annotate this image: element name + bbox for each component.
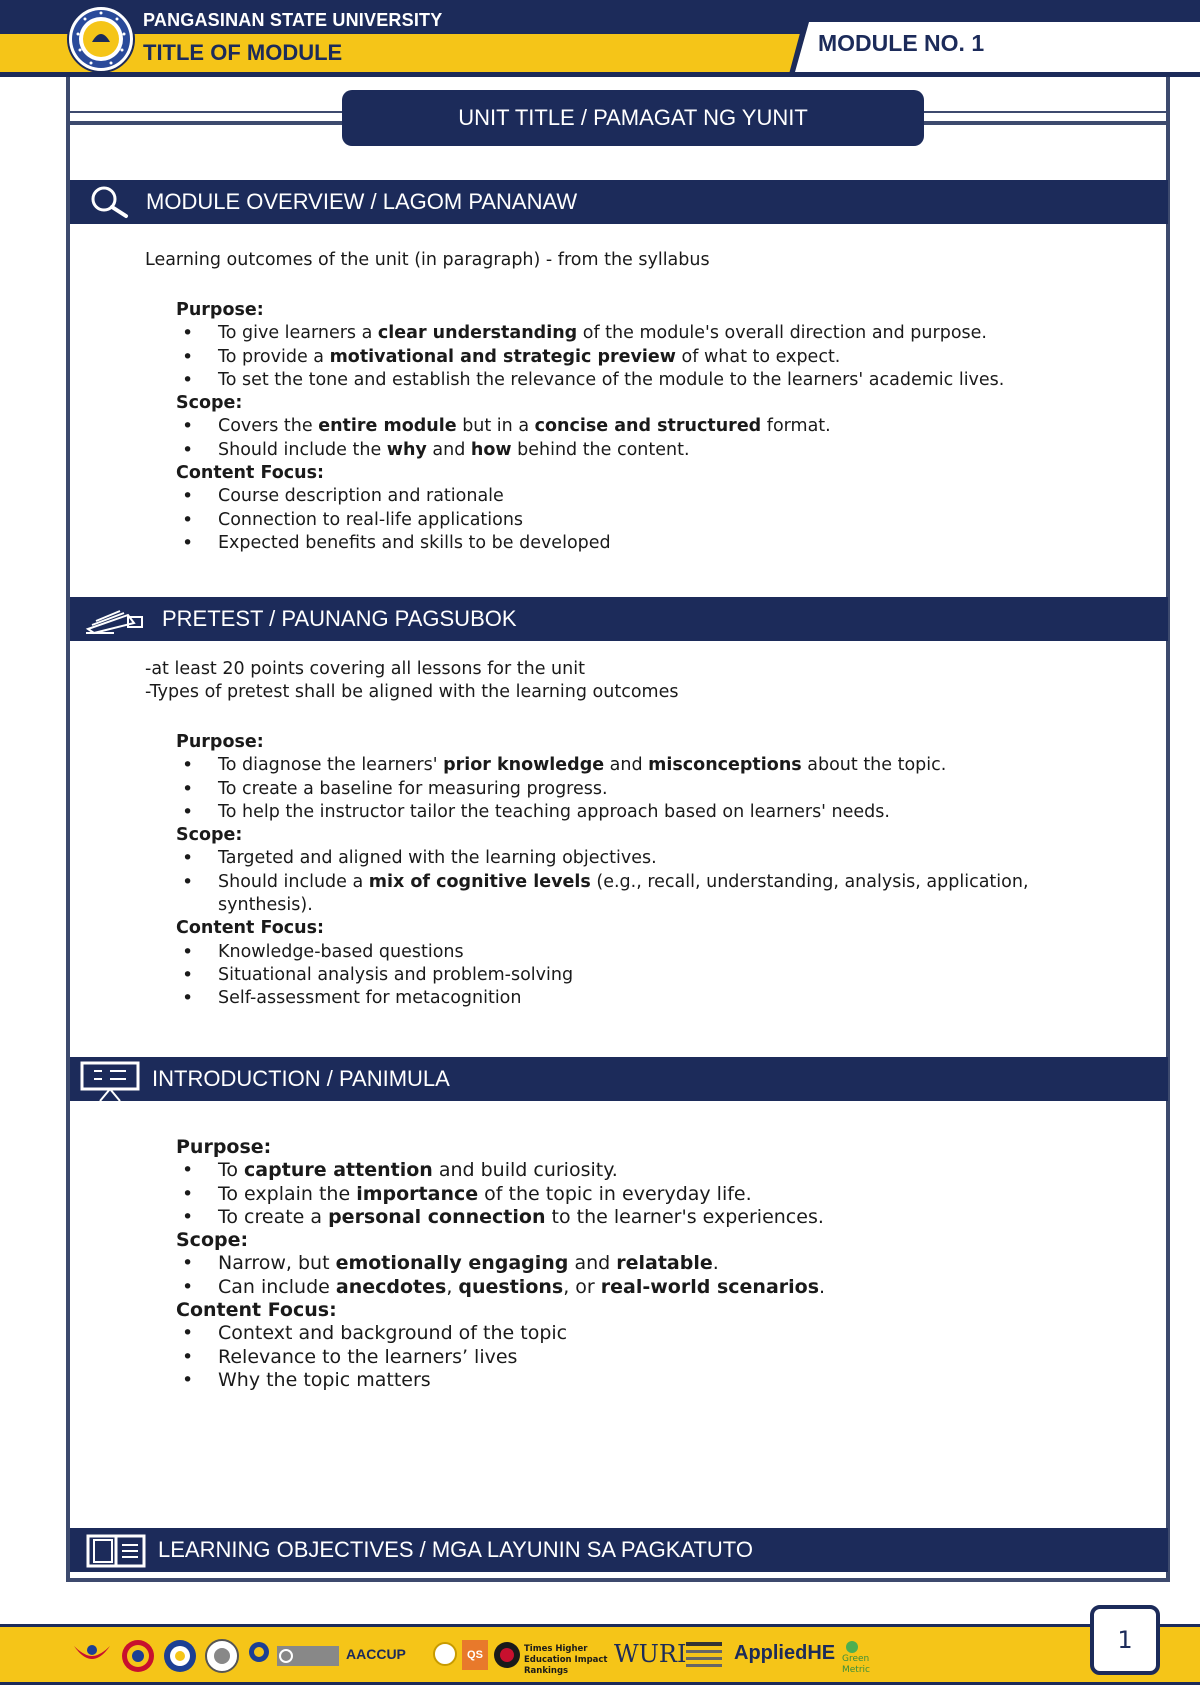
frame-left bbox=[66, 77, 70, 1581]
list-item: • Relevance to the learners’ lives bbox=[176, 1346, 825, 1369]
leaf-icon bbox=[842, 1640, 862, 1654]
list-item: • To provide a motivational and strategic preview of what to expect. bbox=[176, 346, 1004, 369]
list-item: • To create a personal connection to the learner's experiences. bbox=[176, 1206, 825, 1229]
list-item: • Should include the why and how behind the content. bbox=[176, 439, 1004, 462]
list-item: • To capture attention and build curiosity. bbox=[176, 1159, 825, 1182]
module-number: MODULE NO. 1 bbox=[818, 30, 985, 56]
pretest-body bbox=[176, 731, 1029, 1011]
pin-logo bbox=[246, 1638, 272, 1674]
overview-intro: Learning outcomes of the unit (in paragraph) - from the syllabus bbox=[145, 250, 710, 270]
appliedhe-logo: AppliedHE bbox=[734, 1642, 836, 1664]
world-rankings-badge-logo bbox=[684, 1638, 724, 1674]
section-heading-objectives: LEARNING OBJECTIVES / MGA LAYUNIN SA PAGKATUTO bbox=[158, 1537, 753, 1562]
footer-navy-line-bottom bbox=[0, 1682, 1200, 1685]
list-item: • Connection to real-life applications bbox=[176, 509, 1004, 532]
presentation-board-icon bbox=[80, 1057, 140, 1101]
list-item: • To explain the importance of the topic in everyday life. bbox=[176, 1183, 825, 1206]
frame-right bbox=[1166, 77, 1170, 1581]
qs-logo: QS bbox=[462, 1640, 488, 1670]
asean-logo bbox=[120, 1638, 156, 1674]
ched-seal-logo bbox=[162, 1638, 198, 1674]
pretest-purpose-label: Purpose: bbox=[176, 732, 264, 752]
introduction-purpose-label: Purpose: bbox=[176, 1136, 272, 1158]
section-bar-introduction bbox=[70, 1057, 1168, 1101]
bagong-pilipinas-logo bbox=[70, 1638, 114, 1674]
module-title: TITLE OF MODULE bbox=[143, 40, 343, 65]
government-seal-logo bbox=[204, 1638, 240, 1674]
list-item: • Course description and rationale bbox=[176, 485, 1004, 508]
overview-body bbox=[176, 299, 1004, 555]
pretest-scope-label: Scope: bbox=[176, 825, 243, 846]
list-item: • Targeted and aligned with the learning objectives. bbox=[176, 847, 1029, 870]
university-seal-logo bbox=[66, 4, 136, 74]
list-item: • Self-assessment for metacognition bbox=[176, 987, 1029, 1010]
list-item: • Why the topic matters bbox=[176, 1369, 825, 1392]
list-item: • To set the tone and establish the relevance of the module to the learners' academic lives. bbox=[176, 369, 1004, 392]
list-item: • To give learners a clear understanding of the module's overall direction and purpose. bbox=[176, 322, 1004, 345]
quality-badge-logo bbox=[276, 1638, 340, 1674]
section-heading-pretest: PRETEST / PAUNANG PAGSUBOK bbox=[162, 606, 517, 631]
introduction-scope-label: Scope: bbox=[176, 1229, 249, 1252]
aaccup-logo: AACCUP bbox=[346, 1646, 406, 1662]
green-metric-logo: Green Metric bbox=[842, 1640, 898, 1676]
introduction-focus-label: Content Focus: bbox=[176, 1299, 337, 1322]
list-item: • Situational analysis and problem-solving bbox=[176, 964, 1029, 987]
list-item: • Should include a mix of cognitive levels (e.g., recall, understanding, analysis, application, synthesis). bbox=[176, 871, 1029, 918]
list-item: • Knowledge-based questions bbox=[176, 941, 1029, 964]
overview-focus-label: Content Focus: bbox=[176, 463, 324, 484]
pencil-writing-icon bbox=[84, 597, 146, 641]
list-item: • To diagnose the learners' prior knowledge and misconceptions about the topic. bbox=[176, 754, 1029, 777]
overview-purpose-label: Purpose: bbox=[176, 300, 264, 320]
list-item: • Narrow, but emotionally engaging and relatable. bbox=[176, 1252, 825, 1275]
section-heading-overview: MODULE OVERVIEW / LAGOM PANANAW bbox=[146, 189, 578, 214]
list-item: • Context and background of the topic bbox=[176, 1322, 825, 1345]
list-item: • To help the instructor tailor the teaching approach based on learners' needs. bbox=[176, 801, 1029, 824]
times-higher-education-logo: Times Higher Education Impact Rankings bbox=[524, 1644, 608, 1676]
introduction-body bbox=[176, 1136, 825, 1392]
header-divider bbox=[0, 72, 1200, 77]
overview-scope-label: Scope: bbox=[176, 393, 243, 414]
section-bar-objectives bbox=[70, 1528, 1168, 1572]
section-heading-introduction: INTRODUCTION / PANIMULA bbox=[152, 1066, 450, 1091]
wuri-logo: WURI bbox=[614, 1640, 687, 1668]
list-item: • Covers the entire module but in a concise and structured format. bbox=[176, 415, 1004, 438]
list-item: • To create a baseline for measuring progress. bbox=[176, 778, 1029, 801]
unit-title: UNIT TITLE / PAMAGAT NG YUNIT bbox=[342, 90, 924, 146]
pretest-notes bbox=[145, 658, 678, 705]
magnifier-icon bbox=[88, 180, 132, 224]
section-bar-pretest bbox=[70, 597, 1168, 641]
the-seal-logo bbox=[492, 1638, 522, 1674]
open-book-icon bbox=[86, 1528, 146, 1572]
pretest-focus-label: Content Focus: bbox=[176, 918, 324, 939]
pretest-note-types: -Types of pretest shall be aligned with the learning outcomes bbox=[145, 682, 679, 703]
section-bar-overview bbox=[70, 180, 1168, 224]
frame-bottom bbox=[66, 1578, 1170, 1582]
list-item: • Can include anecdotes, questions, or real-world scenarios. bbox=[176, 1276, 825, 1299]
pretest-note-points: -at least 20 points covering all lessons for the unit bbox=[145, 659, 585, 679]
university-name: PANGASINAN STATE UNIVERSITY bbox=[143, 10, 443, 30]
page-number: 1 bbox=[1090, 1605, 1160, 1675]
list-item: • Expected benefits and skills to be developed bbox=[176, 532, 1004, 555]
accreditation-seal-logo bbox=[432, 1638, 458, 1674]
